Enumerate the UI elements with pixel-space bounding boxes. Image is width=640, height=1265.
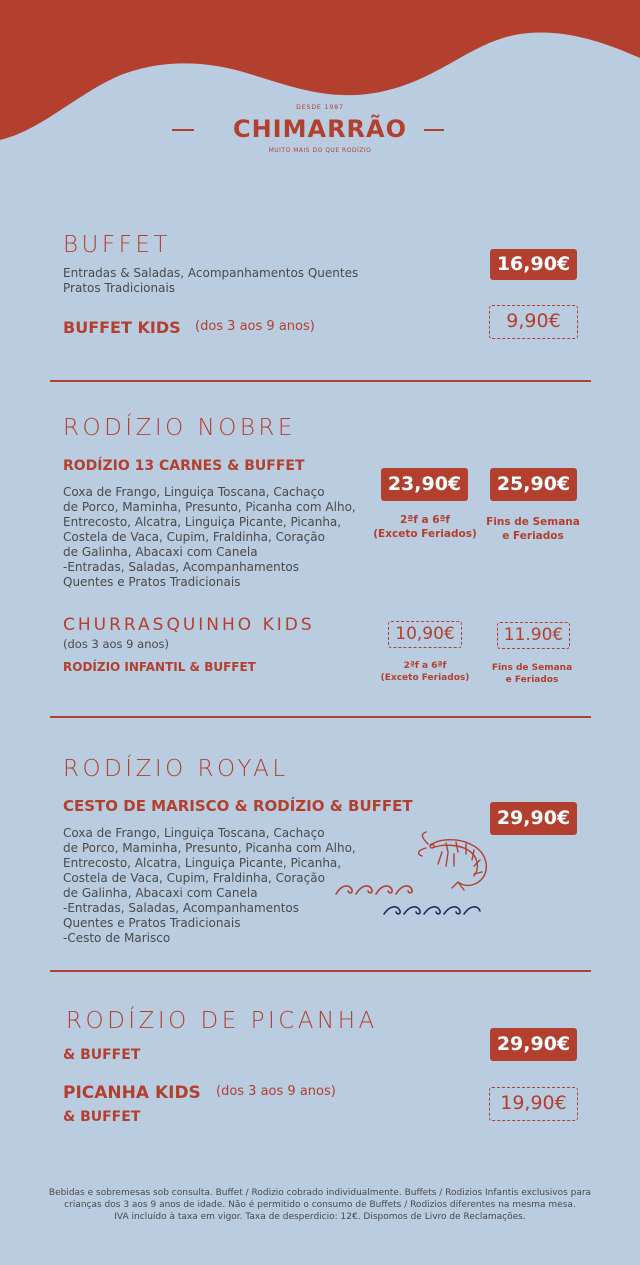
churrasquinho-price-weekend: 11.90€ bbox=[497, 622, 570, 649]
logo-line-right bbox=[424, 129, 444, 131]
brand-name: CHIMARRÃO bbox=[232, 115, 408, 143]
picanha-kids-age: (dos 3 aos 9 anos) bbox=[216, 1084, 336, 1099]
logo-since: DESDE 1987 bbox=[296, 104, 344, 111]
picanha-title: RODÍZIO DE PICANHA bbox=[66, 1008, 378, 1034]
nobre-desc-line: Entrecosto, Alcatra, Linguiça Picante, Picanha, bbox=[63, 515, 342, 529]
royal-desc bbox=[63, 826, 356, 946]
section-divider bbox=[50, 380, 591, 382]
nobre-desc-line: de Porco, Maminha, Presunto, Picanha com Alho, bbox=[63, 500, 356, 514]
footer-line: crianças dos 3 aos 9 anos de idade. Não é permitido o consumo de Buffets / Rodizios diferentes na mesma mesa. bbox=[64, 1200, 576, 1210]
nobre-desc-line: -Entradas, Saladas, Acompanhamentos bbox=[63, 560, 300, 574]
nobre-desc-line: Costela de Vaca, Cupim, Fraldinha, Coração bbox=[63, 530, 325, 544]
picanha-price: 29,90€ bbox=[490, 1028, 577, 1061]
picanha-kids-price: 19,90€ bbox=[489, 1087, 578, 1121]
churrasquinho-title: CHURRASQUINHO KIDS bbox=[63, 615, 315, 635]
churrasquinho-price-weekday: 10,90€ bbox=[388, 621, 462, 648]
royal-desc-line: -Cesto de Marisco bbox=[63, 931, 171, 945]
section-divider bbox=[50, 970, 591, 972]
section-divider bbox=[50, 716, 591, 718]
royal-desc-line: Quentes e Pratos Tradicionais bbox=[63, 916, 241, 930]
royal-title: RODÍZIO ROYAL bbox=[63, 756, 289, 782]
royal-desc-line: Coxa de Frango, Linguiça Toscana, Cachaço bbox=[63, 826, 325, 840]
buffet-kids-label: BUFFET KIDS bbox=[63, 318, 181, 337]
nobre-note-weekday-days: 2ªf a 6ªf bbox=[400, 514, 450, 526]
nobre-note-weekend bbox=[478, 515, 588, 543]
footer-line: Bebidas e sobremesas sob consulta. Buffet / Rodizio cobrado individualmente. Buffets / Rodizios Infantis exclusivos para bbox=[48, 1188, 592, 1198]
wave-icon bbox=[334, 880, 424, 898]
nobre-desc-line: Quentes e Pratos Tradicionais bbox=[63, 575, 241, 589]
churrasquinho-note-weekday-days: 2ªf a 6ªf bbox=[403, 661, 447, 671]
churrasquinho-subtitle: RODÍZIO INFANTIL & BUFFET bbox=[63, 660, 256, 674]
buffet-desc bbox=[63, 266, 358, 296]
buffet-kids-price: 9,90€ bbox=[489, 305, 578, 339]
nobre-note-weekday bbox=[370, 513, 480, 541]
footer-line: IVA incluído à taxa em vigor. Taxa de desperdicio: 12€. Dispomos de Livro de Reclamações. bbox=[114, 1212, 526, 1222]
royal-desc-line: de Porco, Maminha, Presunto, Picanha com Alho, bbox=[63, 841, 356, 855]
royal-subtitle: CESTO DE MARISCO & RODÍZIO & BUFFET bbox=[63, 797, 413, 815]
logo-tagline: MUITO MAIS DO QUE RODÍZIO bbox=[268, 147, 372, 154]
buffet-desc-line: Entradas & Saladas, Acompanhamentos Quentes bbox=[63, 266, 359, 280]
footer-notes bbox=[40, 1187, 600, 1223]
nobre-desc-line: Coxa de Frango, Linguiça Toscana, Cachaço bbox=[63, 485, 325, 499]
nobre-desc-line: de Galinha, Abacaxi com Canela bbox=[63, 545, 258, 559]
logo-brand-row bbox=[0, 115, 640, 145]
churrasquinho-note-weekday-exception: (Exceto Feriados) bbox=[380, 673, 470, 683]
picanha-kids-subtitle: & BUFFET bbox=[63, 1109, 141, 1125]
churrasquinho-note-weekend-holidays: e Feriados bbox=[505, 675, 559, 685]
nobre-subtitle: RODÍZIO 13 CARNES & BUFFET bbox=[63, 458, 305, 474]
churrasquinho-note-weekend bbox=[482, 662, 582, 686]
buffet-kids-age: (dos 3 aos 9 anos) bbox=[195, 319, 315, 334]
buffet-desc-line: Pratos Tradicionais bbox=[63, 281, 176, 295]
nobre-note-weekend-holidays: e Feriados bbox=[502, 530, 564, 542]
royal-desc-line: de Galinha, Abacaxi com Canela bbox=[63, 886, 258, 900]
buffet-title: BUFFET bbox=[63, 232, 171, 258]
logo bbox=[0, 104, 640, 154]
royal-desc-line: -Entradas, Saladas, Acompanhamentos bbox=[63, 901, 300, 915]
nobre-price-weekday: 23,90€ bbox=[381, 468, 468, 501]
churrasquinho-age: (dos 3 aos 9 anos) bbox=[63, 637, 169, 651]
buffet-price: 16,90€ bbox=[490, 249, 577, 280]
royal-desc-line: Entrecosto, Alcatra, Linguiça Picante, Picanha, bbox=[63, 856, 342, 870]
picanha-subtitle: & BUFFET bbox=[63, 1047, 141, 1063]
royal-desc-line: Costela de Vaca, Cupim, Fraldinha, Coração bbox=[63, 871, 325, 885]
picanha-kids-label: PICANHA KIDS bbox=[63, 1083, 201, 1103]
nobre-price-weekend: 25,90€ bbox=[490, 468, 577, 501]
royal-price: 29,90€ bbox=[490, 802, 577, 835]
nobre-note-weekend-days: Fins de Semana bbox=[486, 516, 580, 528]
shrimp-icon bbox=[418, 830, 494, 892]
nobre-title: RODÍZIO NOBRE bbox=[63, 415, 296, 441]
wave-icon bbox=[382, 902, 482, 920]
nobre-desc bbox=[63, 485, 356, 590]
logo-line-left bbox=[172, 129, 194, 131]
nobre-note-weekday-exception: (Exceto Feriados) bbox=[373, 528, 477, 540]
churrasquinho-note-weekday bbox=[375, 660, 475, 684]
churrasquinho-note-weekend-days: Fins de Semana bbox=[491, 663, 573, 673]
